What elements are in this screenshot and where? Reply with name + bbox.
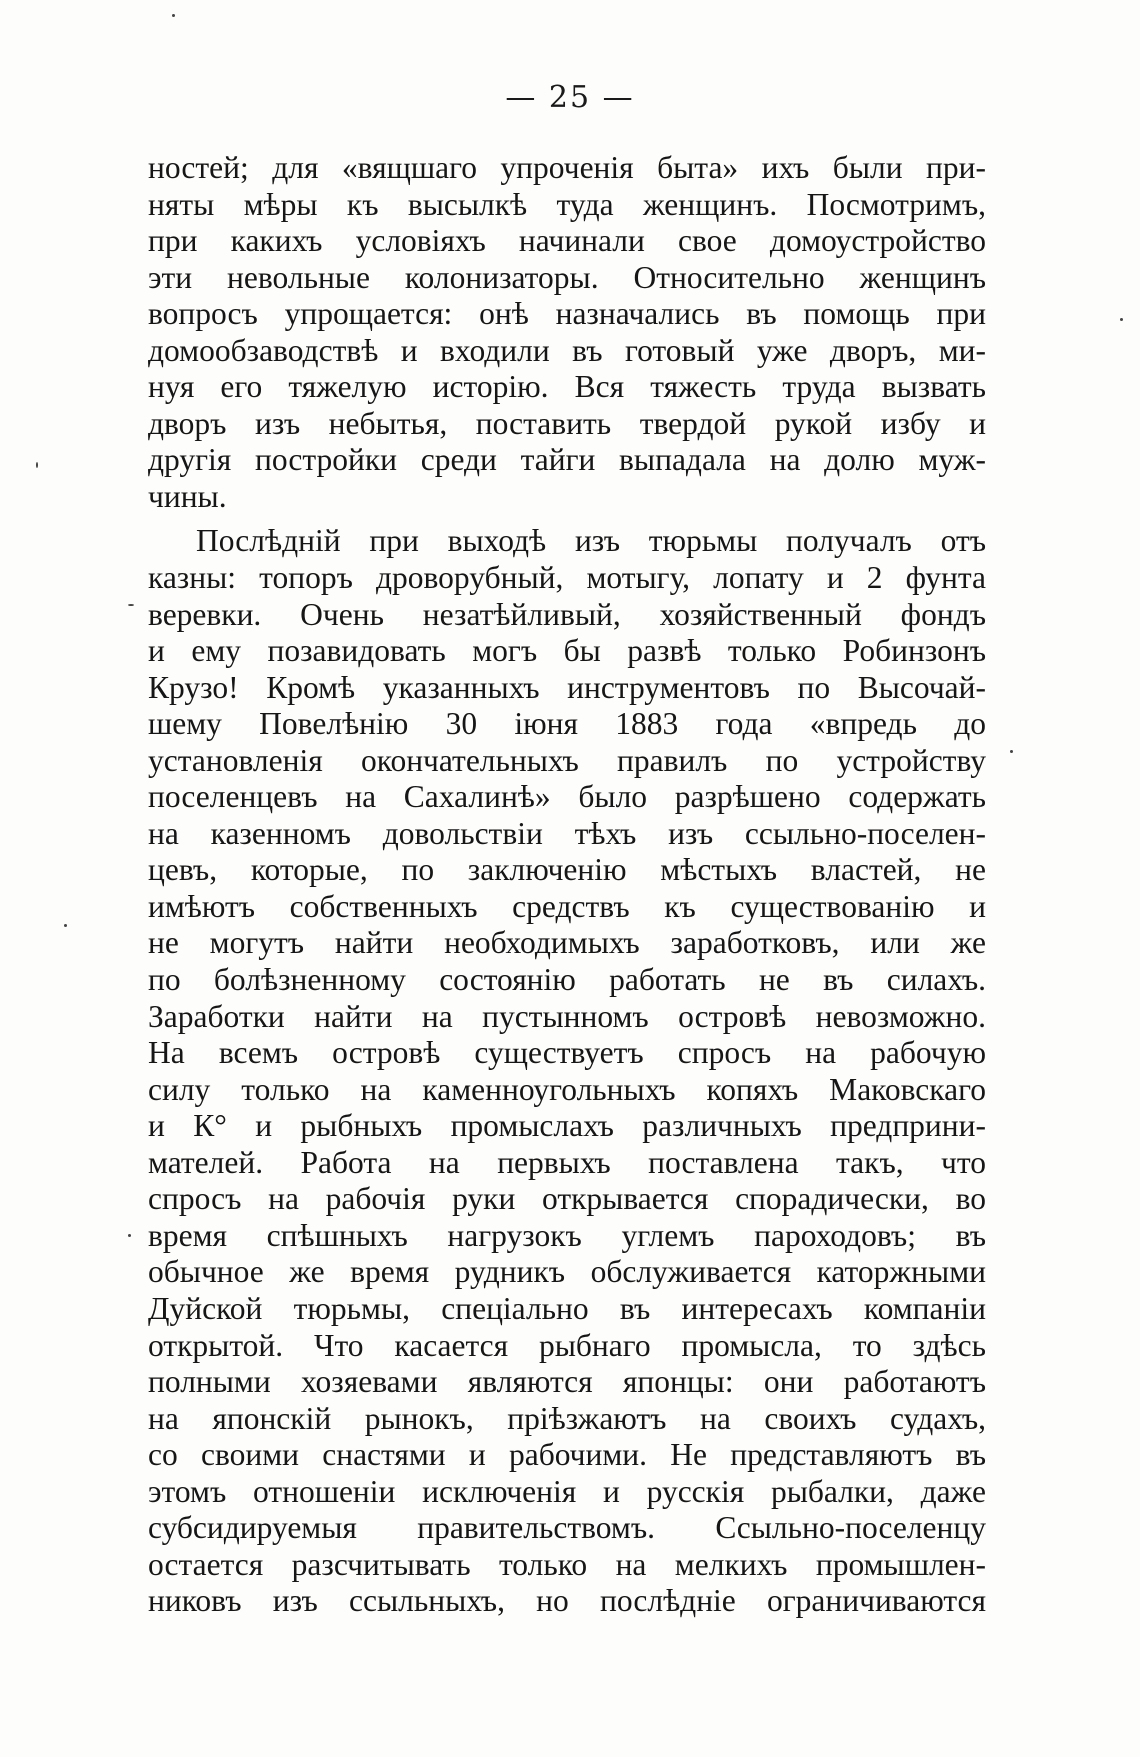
text-line: обычное же время рудникъ обслуживается каторжными <box>148 1254 986 1290</box>
text-line: чины. <box>148 478 227 514</box>
text-line: нуя его тяжелую исторію. Вся тяжесть труда вызвать <box>148 369 986 405</box>
text-line: имѣютъ собственныхъ средствъ къ существованію и <box>148 888 986 924</box>
text-line: не могутъ найти необходимыхъ заработковъ, или же <box>148 925 986 961</box>
text-line: ностей; для «вящшаго упроченія быта» ихъ были при- <box>148 150 986 185</box>
text-line: няты мѣры къ высылкѣ туда женщинъ. Посмотримъ, <box>148 186 986 222</box>
text-line: домообзаводствѣ и входили въ готовый уже дворъ, ми- <box>148 332 986 368</box>
text-line: казны: топоръ дроворубный, мотыгу, лопату и 2 фунта <box>148 560 986 596</box>
scan-speck <box>128 1234 131 1237</box>
paragraph-2 <box>148 523 986 1619</box>
text-line: другія постройки среди тайги выпадала на долю муж- <box>148 442 986 478</box>
scan-speck <box>128 604 134 606</box>
text-line: установленія окончательныхъ правилъ по устройству <box>148 742 986 778</box>
text-line: эти невольные колонизаторы. Относительно женщинъ <box>148 259 986 295</box>
text-line: цевъ, которые, по заключенію мѣстыхъ властей, не <box>148 852 986 888</box>
text-line: дворъ изъ небытья, поставить твердой рукой избу и <box>148 405 986 441</box>
text-line: Крузо! Кромѣ указанныхъ инструментовъ по Высочай- <box>148 669 986 705</box>
text-line: мателей. Работа на первыхъ поставлена такъ, что <box>148 1144 986 1180</box>
scan-speck <box>1010 750 1013 753</box>
text-line: поселенцевъ на Сахалинѣ» было разрѣшено содержать <box>148 779 986 815</box>
text-line: вопросъ упрощается: онѣ назначались въ помощь при <box>148 296 986 332</box>
text-line: время спѣшныхъ нагрузокъ углемъ пароходовъ; въ <box>148 1217 986 1253</box>
text-line: веревки. Очень незатѣйливый, хозяйственный фондъ <box>148 596 986 632</box>
text-line: на казенномъ довольствіи тѣхъ изъ ссыльно-поселен- <box>148 815 986 851</box>
text-line: шему Повелѣнію 30 іюня 1883 года «впредь до <box>148 706 986 742</box>
page-number: — 25 — <box>505 80 635 115</box>
text-line: и К° и рыбныхъ промыслахъ различныхъ предприни- <box>148 1108 986 1144</box>
text-line: по болѣзненному состоянію работать не въ силахъ. <box>148 962 986 998</box>
text-line: На всемъ островѣ существуетъ спросъ на рабочую <box>148 1035 986 1071</box>
text-line: Заработки найти на пустынномъ островѣ невозможно. <box>148 998 986 1034</box>
text-line: открытой. Что касается рыбнаго промысла, то здѣсь <box>148 1327 986 1363</box>
text-line: Дуйской тюрьмы, спеціально въ интересахъ компаніи <box>148 1290 986 1326</box>
text-line: остается разсчитывать только на мелкихъ промышлен- <box>148 1546 986 1582</box>
body-text <box>148 150 986 1620</box>
text-line: при какихъ условіяхъ начинали свое домоустройство <box>148 223 986 259</box>
text-line: силу только на каменноугольныхъ копяхъ Маковскаго <box>148 1071 986 1107</box>
paragraph-1 <box>148 150 986 515</box>
text-line: этомъ отношеніи исключенія и русскія рыбалки, даже <box>148 1473 986 1509</box>
text-line: субсидируемыя правительствомъ. Ссыльно-поселенцу <box>148 1510 986 1546</box>
text-line: никовъ изъ ссыльныхъ, но послѣдніе ограничиваются <box>148 1583 986 1619</box>
text-line: полными хозяевами являются японцы: они работаютъ <box>148 1364 986 1400</box>
text-line: и ему позавидовать могъ бы развѣ только Робинзонъ <box>148 633 986 669</box>
scan-speck <box>172 14 175 17</box>
scan-speck <box>36 462 38 468</box>
paragraph-gap <box>148 515 986 523</box>
text-line: Послѣдній при выходѣ изъ тюрьмы получалъ отъ <box>196 523 986 559</box>
text-line: спросъ на рабочія руки открывается спорадически, во <box>148 1181 986 1217</box>
text-line: со своими снастями и рабочими. Не представляютъ въ <box>148 1437 986 1473</box>
scan-speck <box>64 924 67 927</box>
text-line: на японскій рынокъ, пріѣзжаютъ на своихъ судахъ, <box>148 1400 986 1436</box>
scan-speck <box>1120 318 1123 321</box>
